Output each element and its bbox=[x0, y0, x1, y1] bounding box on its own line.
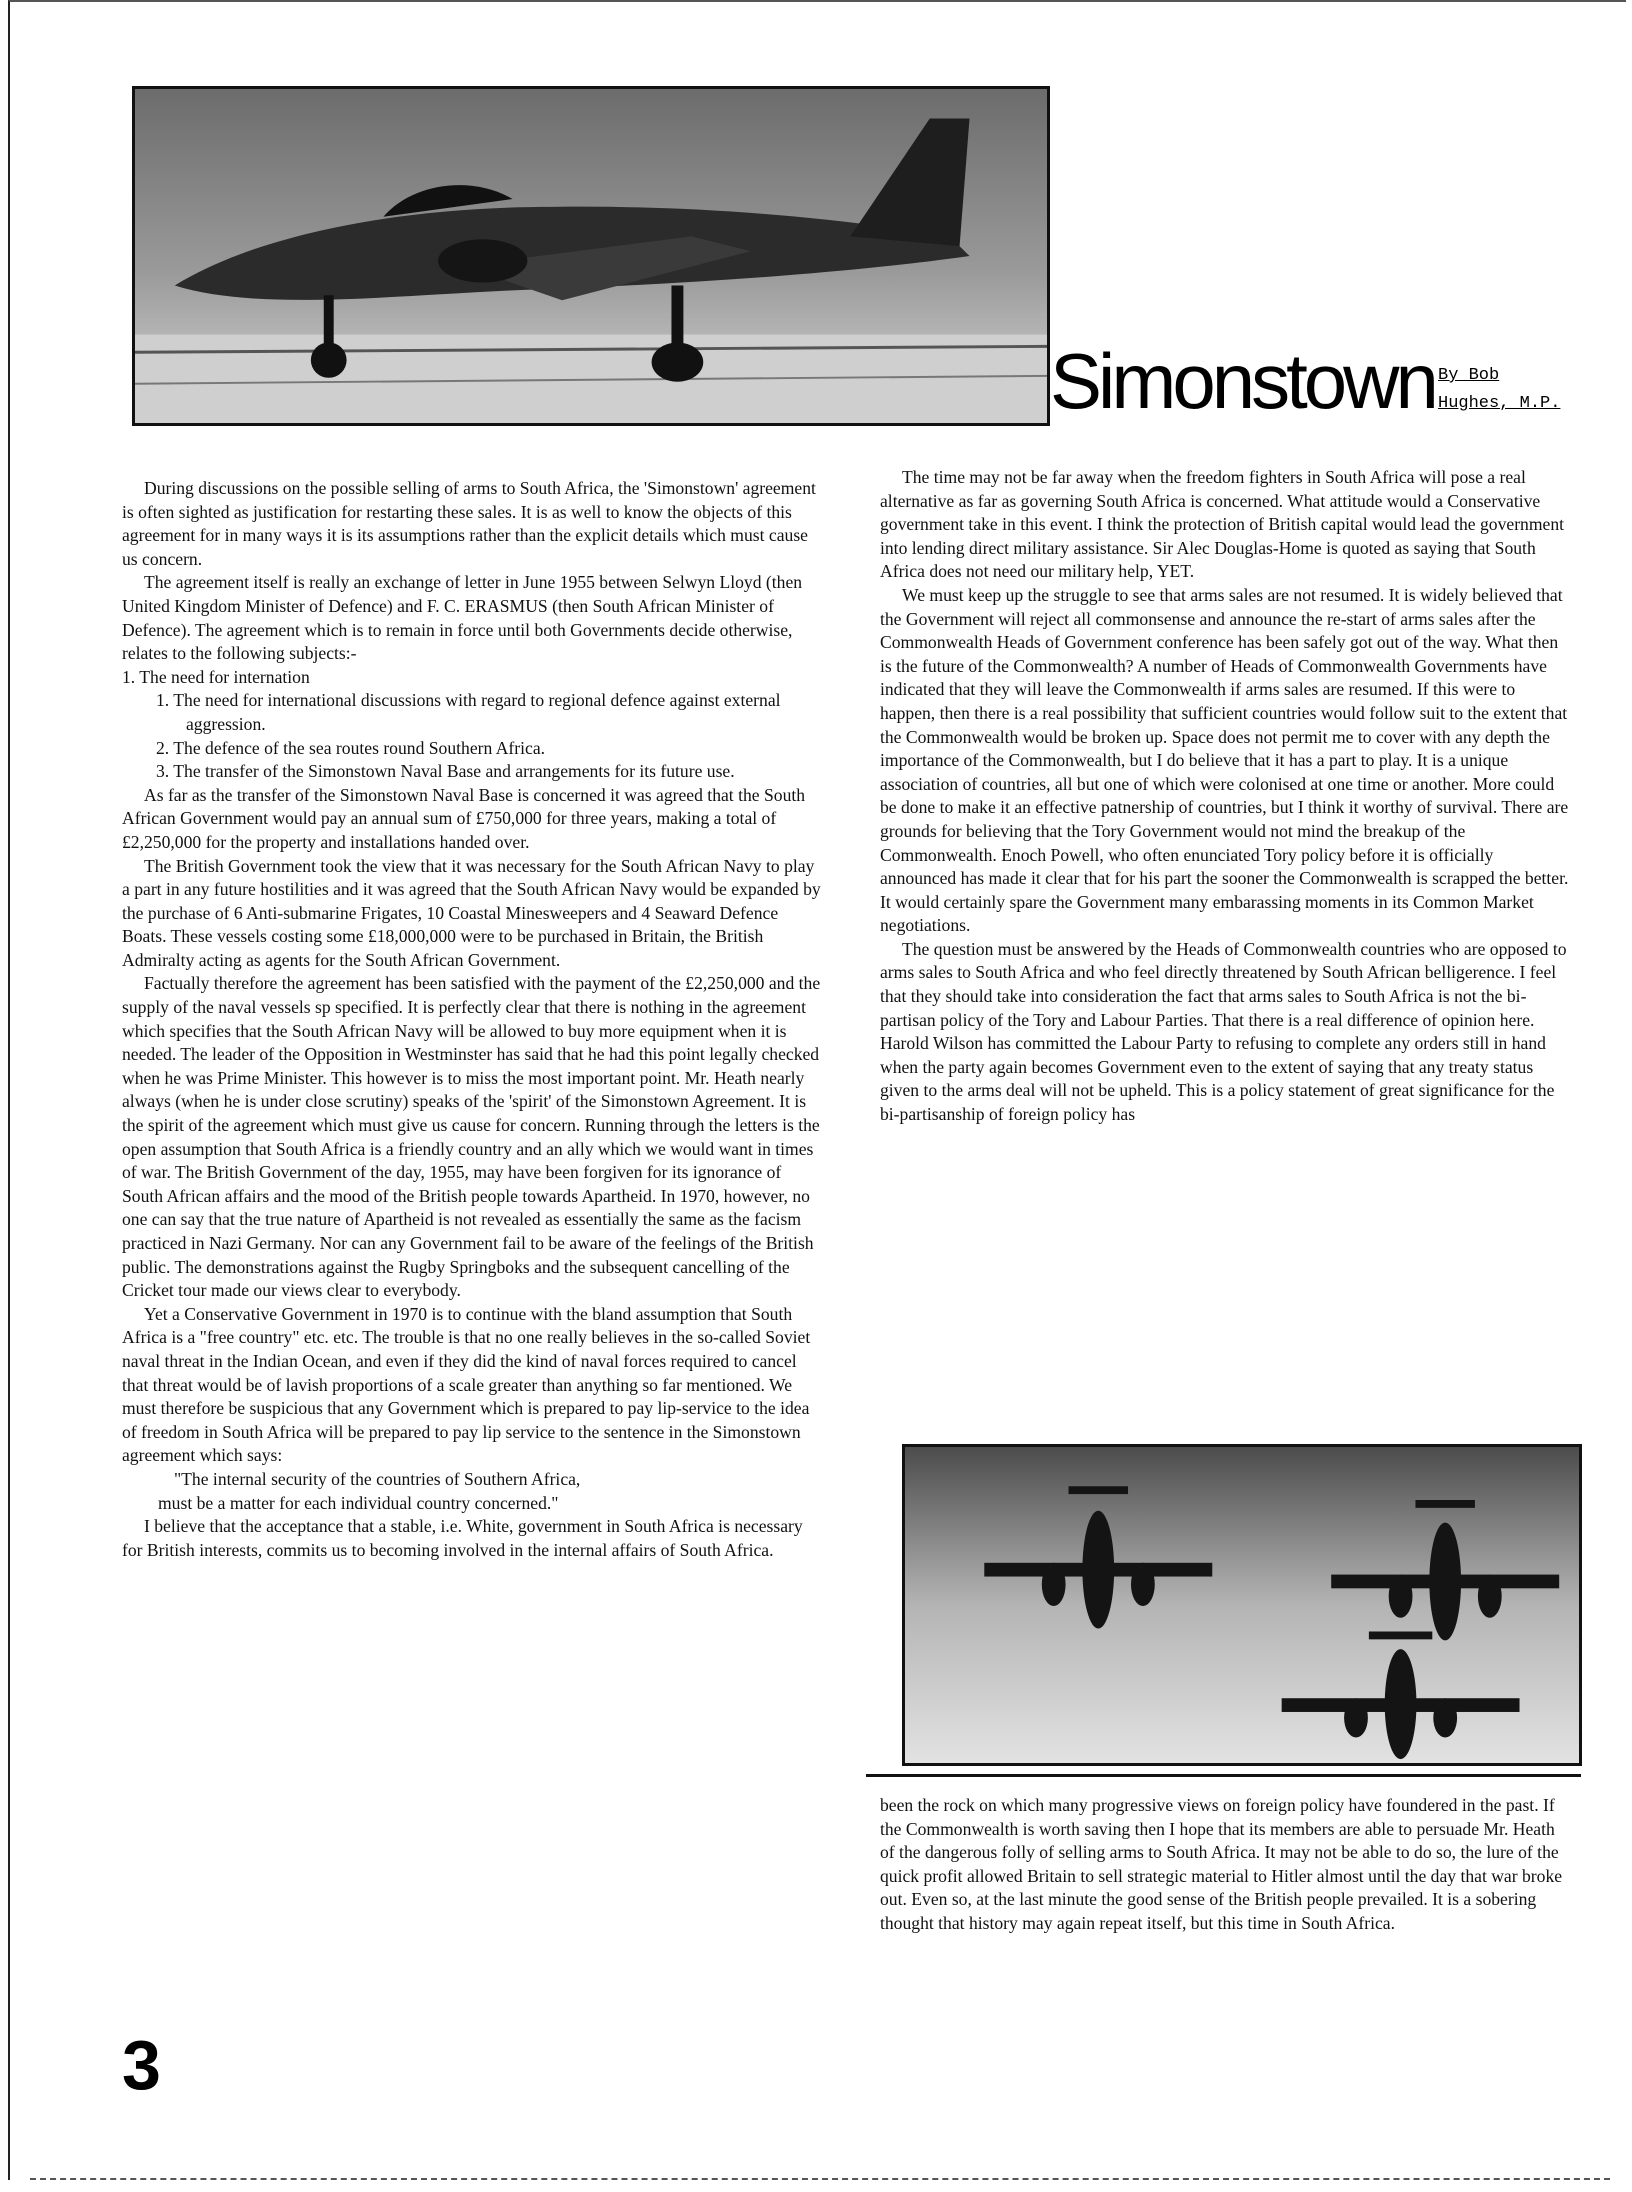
list-item: 2. The defence of the sea routes round Southern Africa. bbox=[156, 737, 546, 758]
quote-line-2: must be a matter for each individual country concerned." bbox=[158, 1492, 559, 1513]
right-column bbox=[880, 466, 1570, 1127]
paragraph-intro: During discussions on the possible selling of arms to South Africa, the 'Simonstown' agreement is often sighted as justification for restarting these sales. It is as well to know the objects of this agreement for in many ways it is its assumptions rather than the explicit details which must cause us concern. bbox=[122, 478, 816, 569]
article-header bbox=[1050, 337, 1610, 425]
photo-aircraft-formation bbox=[902, 1444, 1582, 1766]
byline-line-2: Hughes, M.P. bbox=[1438, 394, 1561, 413]
paragraph-question: The question must be answered by the Heads of Commonwealth countries who are opposed to arms sales to South Africa and who feel directly threatened by South African belligerence. I feel that they should take into consideration the fact that arms sales to South Africa is not the bi-partisan policy of the Tory and Labour Parties. That there is a real difference of opinion here. Harold Wilson has committed the Labour Party to refusing to complete any orders still in hand when the party again becomes Government even to the extent of saying that any treaty status given to the arms deal will not be upheld. This is a policy statement of great significance for the bi-partisanship of foreign policy has bbox=[880, 938, 1567, 1125]
list-item: 1. The need for international discussions with regard to regional defence against external aggression. bbox=[156, 690, 781, 734]
page-number: 3 bbox=[122, 2026, 161, 2104]
paragraph-factually: Factually therefore the agreement has been satisfied with the payment of the £2,250,000 and the supply of the naval vessels sp specified. It is perfectly clear that there is nothing in the agreement which specifies that the South African Navy will be allowed to buy more equipment when it is needed. The leader of the Opposition in Westminster has said that he had this point legally checked when he was Prime Minister. This however is to miss the most important point. Mr. Heath nearly always (when he is under close scrutiny) speaks of the 'spirit' of the Simonstown Agreement. It is the spirit of the agreement which must give us cause for concern. Running through the letters is the open assumption that South Africa is a friendly country and an ally which we would want in times of war. The British Government of the day, 1955, may have been forgiven for its ignorance of South African affairs and the mood of the British people towards Apartheid. In 1970, however, no one can say that the true nature of Apartheid is not revealed as essentially the same as the facism practiced in Nazi Germany. Nor can any Government fail to be aware of the feelings of the British public. The demonstrations against the Rugby Springboks and the subsequent cancelling of the Cricket tour made our views clear to everybody. bbox=[122, 973, 821, 1301]
paragraph-navy: The British Government took the view that it was necessary for the South African Navy to play a part in any future hostilities and it was agreed that the South African Navy would be expanded by the purchase of 6 Anti-submarine Frigates, 10 Coastal Minesweepers and 4 Seaward Defence Boats. These vessels costing some £18,000,000 were to be purchased in Britain, the British Admiralty acting as agents for the South African Government. bbox=[122, 855, 821, 970]
byline bbox=[1438, 362, 1560, 418]
photo-divider-rule bbox=[866, 1774, 1581, 1777]
right-column-continued bbox=[880, 1794, 1570, 1936]
bottom-rule bbox=[30, 2178, 1610, 2180]
byline-line-1: By Bob bbox=[1438, 366, 1500, 385]
photo-jet-on-runway bbox=[132, 86, 1050, 426]
list-item: 3. The transfer of the Simonstown Naval Base and arrangements for its future use. bbox=[156, 761, 735, 782]
list-heading: 1. The need for internation bbox=[122, 666, 310, 687]
paragraph-freedom: The time may not be far away when the freedom fighters in South Africa will pose a real alternative as far as governing South Africa is concerned. What attitude would a Conservative government take in this event. I think the protection of British capital would lead the government into lending direct military assistance. Sir Alec Douglas-Home is quoted as saying that South Africa does not need our military help, YET. bbox=[880, 467, 1565, 582]
paragraph-closing: I believe that the acceptance that a stable, i.e. White, government in South Africa is necessary for British interests, commits us to becoming involved in the internal affairs of South Africa. bbox=[122, 1516, 803, 1560]
quote-line-1: "The internal security of the countries of Southern Africa, bbox=[174, 1468, 581, 1489]
paragraph-agreement: The agreement itself is really an exchange of letter in June 1955 between Selwyn Lloyd (then United Kingdom Minister of Defence) and F. C. ERASMUS (then South African Minister of Defence). The agreement which is to remain in force until both Governments decide otherwise, relates to the following subjects:- bbox=[122, 572, 803, 664]
paragraph-transfer: As far as the transfer of the Simonstown Naval Base is concerned it was agreed that the South African Government would pay an annual sum of £750,000 for three years, making a total of £2,250,000 for the property and installations handed over. bbox=[122, 784, 806, 852]
paragraph-continued: been the rock on which many progressive views on foreign policy have foundered in the past. If the Commonwealth is worth saving then I hope that its members are able to persuade Mr. Heath of the dangerous folly of selling arms to South Africa. It may not be able to do so, the lure of the quick profit allowed Britain to sell strategic material to Hitler almost until the day that war broke out. Even so, at the last minute the good sense of the British people prevailed. It is a sobering thought that history may again repeat itself, but this time in South Africa. bbox=[880, 1795, 1563, 1933]
article-title: Simonstown bbox=[1050, 337, 1435, 425]
subjects-list bbox=[122, 689, 822, 783]
paragraph-struggle: We must keep up the struggle to see that arms sales are not resumed. It is widely believed that the Government will reject all commonsense and announce the re-start of arms sales after the Commonwealth Heads of Government conference has been safely got out of the way. What then is the future of the Commonwealth? A number of Heads of Commonwealth Governments have indicated that they will leave the Commonwealth if arms sales are resumed. If this were to happen, then there is a real possibility that sufficient countries would follow suit to the extent that the Commonwealth would be broken up. Space does not permit me to cover with any depth the importance of the Commonwealth, but I do believe that it has a part to play. It is a unique association of countries, all but one of which were colonised at one time or another. More could be done to make it an effective patnership of countries, but I think it worthy of survival. There are grounds for believing that the Tory Government would not mind the breakup of the Commonwealth. Enoch Powell, who often enunciated Tory policy before it is officially announced has made it clear that for his part the sooner the Commonwealth is scrapped the better. It would certainly spare the Government many embarassing moments in its Common Market negotiations. bbox=[880, 584, 1569, 936]
left-column bbox=[122, 477, 822, 1562]
paragraph-conservative: Yet a Conservative Government in 1970 is to continue with the bland assumption that South Africa is a "free country" etc. etc. The trouble is that no one really believes in the so-called Soviet naval threat in the Indian Ocean, and even if they did the kind of naval forces required to cancel that threat would be of lavish proportions of a scale greater than anything so far mentioned. We must therefore be suspicious that any Government which is prepared to pay lip-service to the idea of freedom in South Africa will be prepared to pay lip service to the sentence in the Simonstown agreement which says: bbox=[122, 1303, 811, 1466]
